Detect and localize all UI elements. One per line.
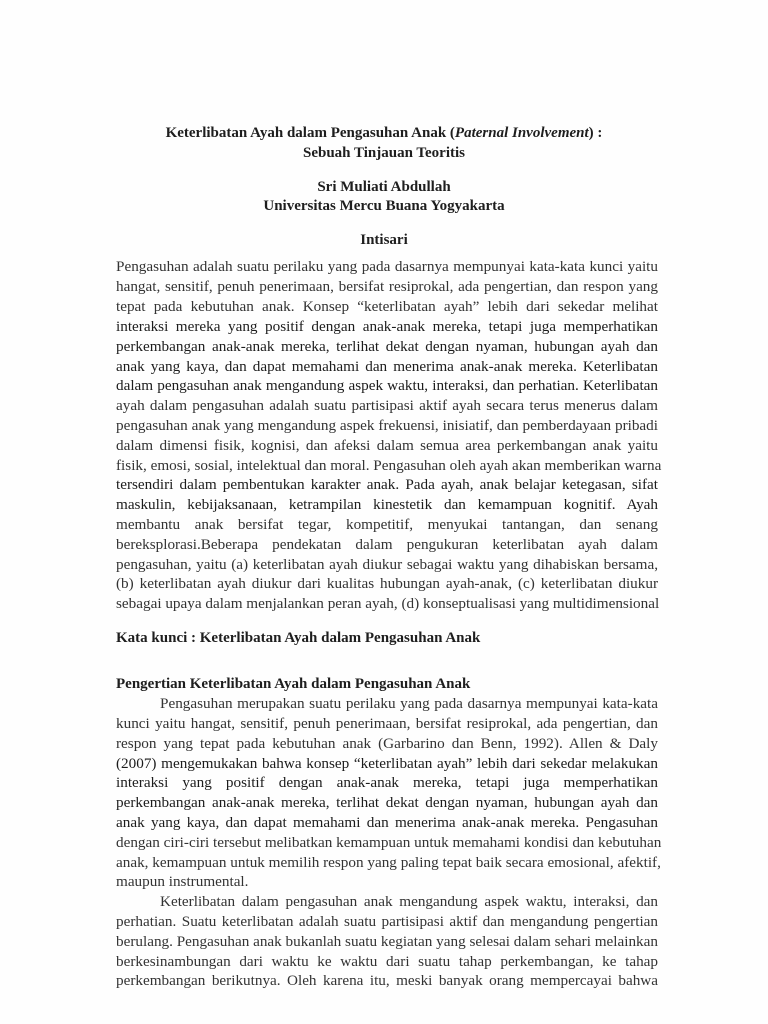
title-italic-text: Paternal Involvement <box>454 125 589 141</box>
section-line: Pengasuhan merupakan suatu perilaku yang pada dasarnya mempunyai kata-kata <box>160 695 658 712</box>
section-line: anak, kemampuan untuk memilih respon yang paling tepat baik secara emosional, afektif, <box>116 854 661 871</box>
section-line: kunci yaitu hangat, sensitif, penuh penerimaan, bersifat resiprokal, ada pengertian, dan <box>116 715 658 732</box>
section-line: respon yang tepat pada kebutuhan anak (Garbarino dan Benn, 1992). Allen & Daly <box>116 735 658 752</box>
abstract-line: tepat pada kebutuhan anak. Konsep “keterlibatan ayah” lebih dari sekedar melihat <box>116 298 658 315</box>
section-heading: Pengertian Keterlibatan Ayah dalam Pengasuhan Anak <box>116 676 471 692</box>
author-affiliation: Universitas Mercu Buana Yogyakarta <box>263 198 505 214</box>
section-line: perkembangan anak-anak mereka, terlihat dekat dengan nyaman, hubungan ayah dan <box>116 794 658 811</box>
section-line: Keterlibatan dalam pengasuhan anak mengandung aspek waktu, interaksi, dan <box>160 893 658 910</box>
abstract-line: hangat, sensitif, penuh penerimaan, bersifat resiprokal, ada pengertian, dan respon yang <box>116 278 658 295</box>
section-line: perhatian. Suatu keterlibatan adalah suatu partisipasi aktif dan mengandung pengertian <box>116 913 658 930</box>
abstract-line: ayah dalam pengasuhan adalah suatu partisipasi aktif ayah secara terus menerus dalam <box>116 397 658 414</box>
section-line: interaksi yang positif dengan anak-anak mereka, tetapi juga memperhatikan <box>116 774 658 791</box>
abstract-heading: Intisari <box>360 232 408 248</box>
title-suffix: ) : <box>588 125 603 141</box>
abstract-line: bereksplorasi.Beberapa pendekatan dalam pengukuran keterlibatan ayah dalam <box>116 536 658 553</box>
abstract-line: interaksi mereka yang positif dengan anak-anak mereka, tetapi juga memperhatikan <box>116 318 658 335</box>
abstract-line: anak yang kaya, dan dapat memahami dan menerima anak-anak mereka. Keterlibatan <box>116 358 658 375</box>
abstract-line: perkembangan anak-anak mereka, terlihat dekat dengan nyaman, hubungan ayah dan <box>116 338 658 355</box>
abstract-line: pengasuhan, yaitu (a) keterlibatan ayah diukur sebagai waktu yang dihabiskan bersama, <box>116 556 658 573</box>
section-line: berkesinambungan dari waktu ke waktu dari suatu tahap perkembangan, ke tahap <box>116 953 658 970</box>
section-line: dengan ciri-ciri tersebut melibatkan kemampuan untuk memahami kondisi dan kebutuhan <box>116 834 662 851</box>
document-title <box>0 123 768 143</box>
abstract-line: membantu anak bersifat tegar, kompetitif, menyukai tantangan, dan senang <box>116 516 658 533</box>
keywords: Kata kunci : Keterlibatan Ayah dalam Pengasuhan Anak <box>116 630 481 646</box>
section-line: berulang. Pengasuhan anak bukanlah suatu kegiatan yang selesai dalam sehari melainkan <box>116 933 658 950</box>
abstract-line: maskulin, kebijaksanaan, ketrampilan kinestetik dan kemampuan kognitif. Ayah <box>116 496 658 513</box>
section-line: anak yang kaya, dan dapat memahami dan menerima anak-anak mereka. Pengasuhan <box>116 814 658 831</box>
title-text: Keterlibatan Ayah dalam Pengasuhan Anak ( <box>165 125 455 141</box>
abstract-line: fisik, emosi, sosial, intelektual dan moral. Pengasuhan oleh ayah akan memberikan warna <box>116 457 662 474</box>
section-line: maupun instrumental. <box>116 873 249 890</box>
abstract-line: (b) keterlibatan ayah diukur dari kualitas hubungan ayah-anak, (c) keterlibatan diukur <box>116 575 658 592</box>
document-subtitle: Sebuah Tinjauan Teoritis <box>302 145 466 161</box>
abstract-line: tersendiri dalam pembentukan karakter anak. Pada ayah, anak belajar ketegasan, sifat <box>116 476 658 493</box>
abstract-line: sebagai upaya dalam menjalankan peran ayah, (d) konseptualisasi yang multidimensional <box>116 595 660 612</box>
author-name: Sri Muliati Abdullah <box>317 179 451 195</box>
abstract-line: dalam dimensi fisik, kognisi, dan afeksi dalam semua area perkembangan anak yaitu <box>116 437 658 454</box>
abstract-line: pengasuhan anak yang mengandung aspek frekuensi, inisiatif, dan pemberdayaan pribadi <box>116 417 658 434</box>
abstract-line: dalam pengasuhan anak mengandung aspek waktu, interaksi, dan perhatian. Keterlibatan <box>116 377 658 394</box>
abstract-line: Pengasuhan adalah suatu perilaku yang pada dasarnya mempunyai kata-kata kunci yaitu <box>116 258 658 275</box>
section-line: (2007) mengemukakan bahwa konsep “keterlibatan ayah” lebih dari sekedar melakukan <box>116 755 658 772</box>
section-line: perkembangan berikutnya. Oleh karena itu, meski banyak orang mempercayai bahwa <box>116 972 658 989</box>
